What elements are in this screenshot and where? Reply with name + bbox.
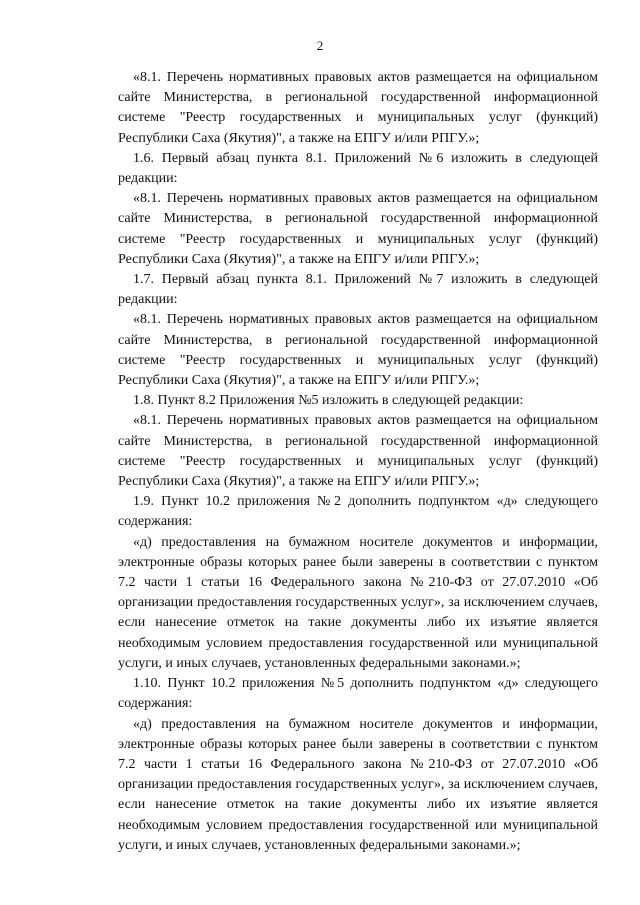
paragraph-item-1-10: 1.10. Пункт 10.2 приложения №5 дополнить подпунктом «д» следующего содержания:: [118, 676, 598, 712]
paragraph-amendment-text-2: «8.1. Перечень нормативных правовых актов размещается на официальном сайте Министерства, в региональной государственной информационной системе "Реестр государственных и муниципальных услуг (функций) Республики Саха (Якутия)", а также на ЕПГУ и/или РПГУ.»;: [118, 191, 598, 267]
paragraph-item-1-7: 1.7. Первый абзац пункта 8.1. Приложений №7 изложить в следующей редакции:: [118, 272, 598, 308]
document-body: [118, 68, 598, 856]
paragraph-amendment-text-4: «8.1. Перечень нормативных правовых актов размещается на официальном сайте Министерства, в региональной государственной информационной системе "Реестр государственных и муниципальных услуг (функций) Республики Саха (Якутия)", а также на ЕПГУ и/или РПГУ.»;: [118, 413, 598, 490]
paragraph-item-1-6: 1.6. Первый абзац пункта 8.1. Приложений №6 изложить в следующей редакции:: [118, 150, 598, 187]
paragraph-item-1-8: 1.8. Пункт 8.2 Приложения №5 изложить в следующей редакции:: [133, 393, 524, 409]
paragraph-subitem-d-2: «д) предоставления на бумажном носителе документов и информации, электронные образы которых ранее были заверены в соответствии с пунктом 7.2 части 1 статьи 16 Федерального закона №210-ФЗ от 27.07.2010 «Об организации предоставления государственных услуг», за исключением случаев, если нанесение отметок на такие документы либо их изъятие является необходимым условием предоставления государственной или муниципальной услуги, и иных случаев, установленных федеральными законами.»;: [118, 716, 598, 853]
paragraph-subitem-d-1: «д) предоставления на бумажном носителе документов и информации, электронные образы которых ранее были заверены в соответствии с пунктом 7.2 части 1 статьи 16 Федерального закона №210-ФЗ от 27.07.2010 «Об организации предоставления государственных услуг», за исключением случаев, если нанесение отметок на такие документы либо их изъятие является необходимым условием предоставления государственной или муниципальной услуги, и иных случаев, установленных федеральными законами.»;: [118, 534, 598, 671]
paragraph-item-1-9: 1.9. Пункт 10.2 приложения №2 дополнить подпунктом «д» следующего содержания:: [118, 494, 598, 530]
paragraph-amendment-text-3: «8.1. Перечень нормативных правовых актов размещается на официальном сайте Министерства, в региональной государственной информационной системе "Реестр государственных и муниципальных услуг (функций) Республики Саха (Якутия)", а также на ЕПГУ и/или РПГУ.»;: [118, 312, 598, 389]
page-number: 2: [316, 38, 324, 53]
paragraph-amendment-text-1: «8.1. Перечень нормативных правовых актов размещается на официальном сайте Министерства, в региональной государственной информационной системе "Реестр государственных и муниципальных услуг (функций) Республики Саха (Якутия)", а также на ЕПГУ и/или РПГУ.»;: [118, 70, 598, 146]
